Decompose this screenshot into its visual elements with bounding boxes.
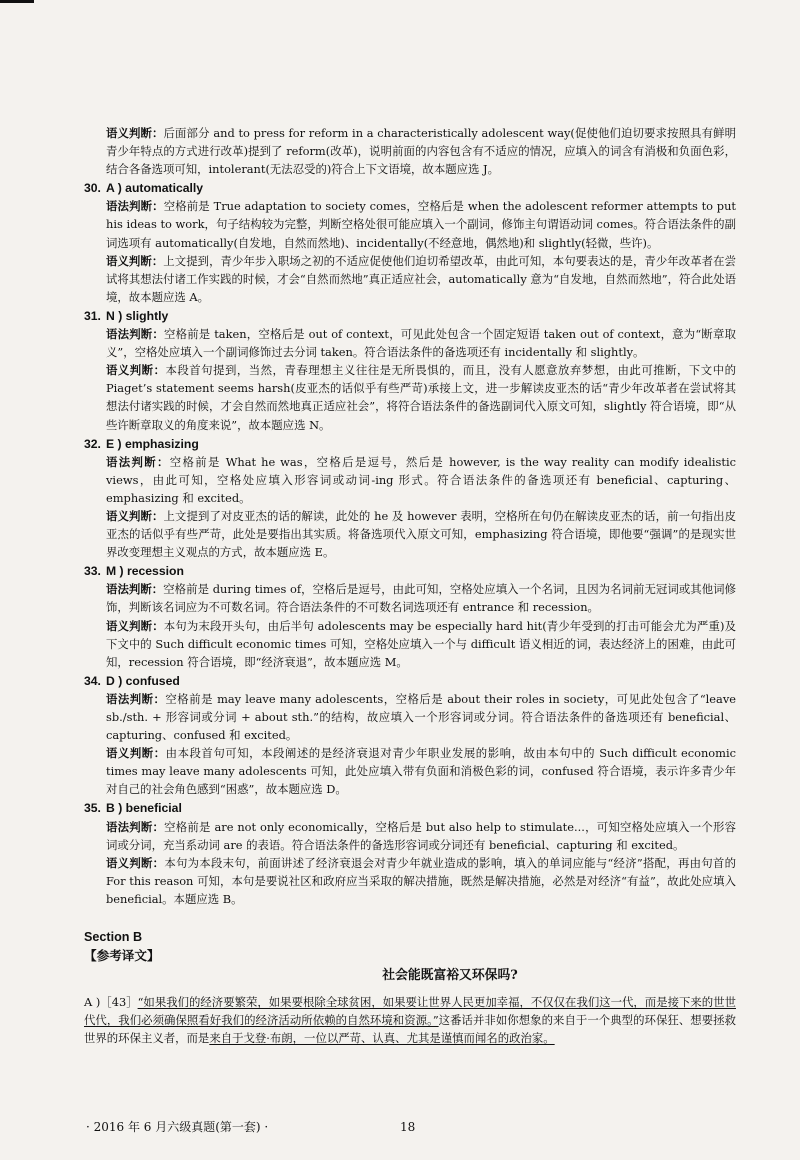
answer-heading (84, 307, 736, 325)
reference-translation-heading: 【参考译文】 (84, 948, 160, 964)
question-number: 33. (84, 564, 101, 579)
semantic-label: 语义判断： (106, 618, 164, 633)
semantic-paragraph (84, 617, 736, 671)
question-34 (84, 672, 736, 799)
grammar-paragraph (84, 197, 736, 251)
semantic-text: 上文提到了对皮亚杰的话的解读，此处的 he 及 however 表明，空格所在句仍在解读皮亚杰的话，前一句指出皮亚杰的话似乎有些严苛，此处是要指出其实质。将备选项代入原文可知，emphasizing 符合语境，即他要“强调”的是现实世界改变理想主义观点的方式，故本题应选 E。 (106, 508, 736, 560)
semantic-paragraph (84, 744, 736, 798)
question-tag: ［43］ (100, 995, 138, 1010)
paragraph-label: A ) (84, 995, 101, 1010)
question-31 (84, 307, 736, 434)
underlined-text: 来自于戈登·布朗，一位以严苛、认真、尤其是谨慎而闻名的政治家。 (209, 1031, 555, 1046)
semantic-label: 语义判断： (106, 746, 166, 761)
semantic-label: 语义判断： (106, 855, 165, 870)
answer-heading (84, 799, 736, 817)
answer-choice: E ) emphasizing (106, 436, 199, 451)
semantic-label: 语义判断： (106, 508, 164, 523)
question-number: 35. (84, 801, 101, 816)
semantic-paragraph (84, 854, 736, 908)
semantic-text: 本句为本段末句，前面讲述了经济衰退会对青少年就业造成的影响，填入的单词应能与“经济”搭配，再由句首的 For this reason 可知，本句是要说社区和政府应当采取的解决措施，既然是解决措施，必然是对经济“有益”，故此处应填入 beneficial。本题应选 B。 (106, 855, 736, 906)
semantic-text: 后面部分 and to press for reform in a characteristically adolescent way(促使他们迫切要求按照具有鲜明青少年特点的方式进行改革)提到了 reform(改革)，说明前面的内容包含有不适应的情况，应填入的词含有消极和负面色彩，结合各备选项可知，intolerant(无法忍受的)符合上下文语境，故本题应选 J。 (106, 126, 736, 177)
answer-heading (84, 562, 736, 580)
book-title: · 2016 年 6 月六级真题(第一套) · (86, 1120, 269, 1134)
continuation-paragraph (84, 124, 736, 178)
page-number: 18 (400, 1120, 416, 1134)
question-number: 31. (84, 308, 101, 323)
scan-edge-mark (0, 0, 34, 3)
question-number: 34. (84, 673, 101, 688)
grammar-label: 语法判断： (106, 327, 164, 342)
semantic-text: 上文提到，青少年步入职场之初的不适应促使他们迫切希望改革，由此可知，本句要表达的是，青少年改革者在尝试将其想法付诸工作实践的时候，才会“自然而然地”真正适应社会，automatically 意为“自发地，自然而然地”，符合此处语境，故本题应选 A。 (106, 253, 736, 304)
grammar-text: 空格前是 may leave many adolescents，空格后是 about their roles in society，可见此处包含了“leave sb./sth. + 形容词或分词 + about sth.”的结构，故应填入一个形容词或分词。符合语法条件的备选项还有 beneficial、capturing、confused 和 excited。 (106, 691, 736, 743)
answer-heading (84, 179, 736, 197)
grammar-text: 空格前是 during times of，空格后是逗号，由此可知，空格处应填入一个名词，且因为名词前无冠词或其他词修饰，判断该名词应为不可数名词。符合语法条件的不可数名词选项还有 entrance 和 recession。 (106, 582, 736, 615)
answer-choice: A ) automatically (106, 181, 204, 196)
grammar-paragraph (84, 818, 736, 854)
translation-paragraph (84, 993, 736, 1047)
section-heading: Section B (84, 930, 143, 945)
answer-heading (84, 435, 736, 453)
grammar-text: 空格前是 are not only economically，空格后是 but also help to stimulate...，可知空格处应填入一个形容词或分词，充当系动词 are 的表语。符合语法条件的备选形容词或分词还有 beneficial、capturing 和 excited。 (106, 819, 736, 852)
question-number: 30. (84, 181, 101, 196)
semantic-text: 本段首句提到，当然，青春理想主义往往是无所畏惧的，而且，没有人愿意放弃梦想，由此可推断，下文中的 Piaget’s statement seems harsh(皮亚杰的话似乎有些严苛)承接上文，进一步解读皮亚杰的话“青少年改革者在尝试将其想法付诸实践的时候，才会自然而然地真正适应社会”，将符合语法条件的备选副词代入原文可知，slightly 符合语境，即“从些许断章取义的角度来说”，故本题应选 N。 (106, 363, 736, 432)
grammar-paragraph (84, 325, 736, 361)
page-content (84, 124, 736, 1047)
translation-title: 社会能既富裕又环保吗? (382, 968, 518, 984)
question-35 (84, 799, 736, 908)
grammar-text: 空格前是 True adaptation to society comes，空格后是 when the adolescent reformer attempts to put his ideas to work，句子结构较为完整，判断空格处很可能应填入一个副词，修饰主句谓语动词 comes。符合语法条件的副词选项有 automatically(自发地，自然而然地)、incidentally(不经意地，偶然地)和 slightly(轻微，些许)。 (106, 199, 736, 250)
question-number: 32. (84, 436, 101, 451)
question-33 (84, 562, 736, 671)
semantic-label: 语义判断： (106, 363, 166, 378)
grammar-label: 语法判断： (106, 691, 166, 706)
semantic-paragraph (84, 361, 736, 433)
answer-heading (84, 672, 736, 690)
grammar-text: 空格前是 What he was，空格后是逗号，然后是 however, is the way reality can modify idealistic views，由此可知，空格处应填入形容词或动词-ing 形式。符合语法条件的备选项还有 beneficial、capturing、emphasizing 和 excited。 (106, 454, 736, 505)
semantic-text: 本句为末段开头句，由后半句 adolescents may be especially hard hit(青少年受到的打击可能会尤为严重)及下文中的 Such difficult economic times 可知，空格处应填入一个与 difficult 语义相近的词，表达经济上的困难，由此可知，recession 符合语境，即“经济衰退”，故本题应选 M。 (106, 618, 736, 669)
question-30 (84, 179, 736, 306)
grammar-text: 空格前是 taken，空格后是 out of context，可见此处包含一个固定短语 taken out of context，意为“断章取义”，空格处应填入一个副词修饰过去分词 taken。符合语法条件的备选项还有 incidentally 和 slightly。 (106, 327, 736, 360)
semantic-text: 由本段首句可知，本段阐述的是经济衰退对青少年职业发展的影响，故由本句中的 Such difficult economic times may leave many adolescents 可知，此处应填入带有负面和消极色彩的词，confused 符合语境，表示许多青少年对自己的社会角色感到“困惑”，故本题应选 D。 (106, 746, 736, 797)
answer-choice: M ) recession (106, 564, 184, 579)
grammar-label: 语法判断： (106, 454, 170, 469)
underlined-text: “如果我们的经济要繁荣，如果要根除全球贫困，如果要让世界人民更加幸福，不仅仅在我们这一代，而是接下来的世世代代，我们必须确保照看好我们的经济活动所依赖的自然环境和资源。” (84, 995, 736, 1028)
grammar-label: 语法判断： (106, 199, 164, 214)
grammar-paragraph (84, 580, 736, 616)
answer-choice: B ) beneficial (106, 801, 182, 816)
answer-choice: D ) confused (106, 673, 180, 688)
answer-choice: N ) slightly (106, 308, 169, 323)
semantic-paragraph (84, 507, 736, 561)
grammar-paragraph (84, 453, 736, 507)
semantic-label: 语义判断： (106, 253, 164, 268)
semantic-label: 语义判断： (106, 126, 164, 140)
grammar-label: 语法判断： (106, 582, 164, 597)
grammar-label: 语法判断： (106, 819, 165, 834)
grammar-paragraph (84, 690, 736, 744)
plain-text: 这番话并非如你想象的来自于一个典型的环保狂、想要拯救世界的环保主义者，而是 (84, 1013, 736, 1046)
question-32 (84, 435, 736, 562)
semantic-paragraph (84, 252, 736, 306)
